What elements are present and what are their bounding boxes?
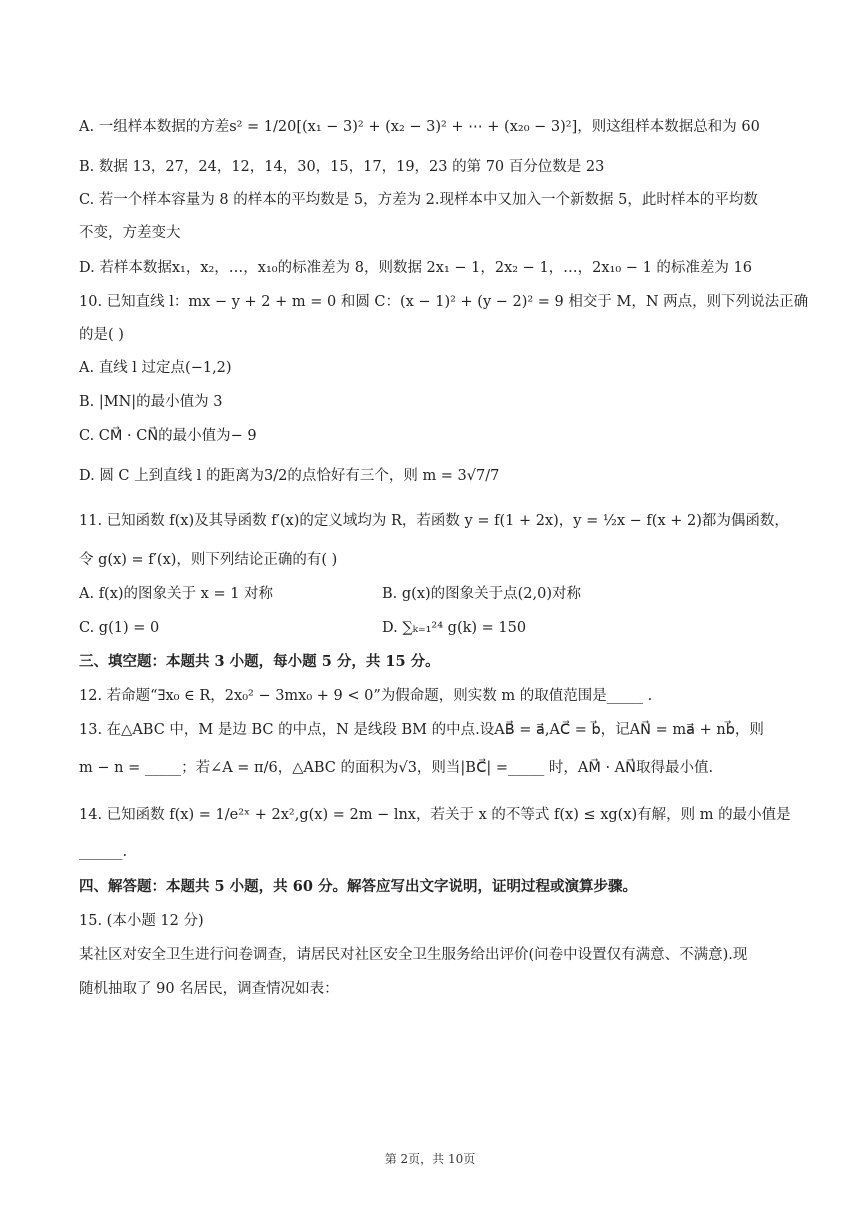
q14-line1: 14. 已知函数 f(x) = 1/e²ˣ + 2x²,g(x) = 2m − lnx，若关于 x 的不等式 f(x) ≤ xg(x)有解，则 m 的最小值是	[79, 807, 791, 823]
q11-option-c: C. g(1) = 0	[79, 620, 160, 636]
q11-stem-line1: 11. 已知函数 f(x)及其导函数 f′(x)的定义域均为 R，若函数 y = f(1 + 2x)，y = ½x − f(x + 2)都为偶函数，	[79, 513, 789, 529]
q15-stem-line1: 某社区对安全卫生进行问卷调查，请居民对社区安全卫生服务给出评价(问卷中设置仅有满意、不满意).现	[79, 947, 748, 963]
q15-heading: 15. (本小题 12 分)	[79, 913, 204, 929]
q9-option-b: B. 数据 13，27，24，12，14，30，15，17，19，23 的第 70 百分位数是 23	[79, 159, 605, 175]
section-4-heading: 四、解答题：本题共 5 小题，共 60 分。解答应写出文字说明，证明过程或演算步骤。	[79, 878, 637, 895]
q13-line1: 13. 在△ABC 中，M 是边 BC 的中点，N 是线段 BM 的中点.设AB⃗ = a⃗,AC⃗ = b⃗，记AN⃗ = ma⃗ + nb⃗，则	[79, 722, 764, 738]
q11-option-a: A. f(x)的图象关于 x = 1 对称	[79, 586, 274, 602]
q10-stem-line2: 的是( )	[79, 327, 124, 343]
q14-line2: ______.	[79, 844, 128, 860]
q11-stem-line2: 令 g(x) = f′(x)，则下列结论正确的有( )	[79, 552, 338, 568]
q9-option-c-line1: C. 若一个样本容量为 8 的样本的平均数是 5，方差为 2.现样本中又加入一个新数据 5，此时样本的平均数	[79, 192, 758, 208]
section-3-heading: 三、填空题：本题共 3 小题，每小题 5 分，共 15 分。	[79, 653, 440, 670]
q15-stem-line2: 随机抽取了 90 名居民，调查情况如表：	[79, 981, 339, 997]
page-footer: 第 2页，共 10页	[384, 1152, 476, 1166]
q11-option-b: B. g(x)的图象关于点(2,0)对称	[382, 586, 582, 602]
q12: 12. 若命题“∃x₀ ∈ R，2x₀² − 3mx₀ + 9 < 0”为假命题，则实数 m 的取值范围是_____ .	[79, 688, 653, 704]
q9-option-d: D. 若样本数据x₁，x₂，…，x₁₀的标准差为 8，则数据 2x₁ − 1，2x₂ − 1，…，2x₁₀ − 1 的标准差为 16	[79, 260, 752, 276]
q9-option-c-line2: 不变，方差变大	[79, 225, 181, 241]
q10-option-b: B. |MN|的最小值为 3	[79, 394, 223, 410]
q13-line2: m − n = _____；若∠A = π/6，△ABC 的面积为√3，则当|BC⃗| =_____ 时，AM⃗ · AN⃗取得最小值.	[79, 760, 714, 776]
q10-option-c: C. CM⃗ · CN⃗的最小值为− 9	[79, 428, 257, 444]
q9-option-a: A. 一组样本数据的方差s² = 1/20[(x₁ − 3)² + (x₂ − 3)² + ⋯ + (x₂₀ − 3)²]，则这组样本数据总和为 60	[79, 119, 760, 135]
q10-option-a: A. 直线 l 过定点(−1,2)	[79, 360, 232, 376]
q11-option-d: D. ∑ₖ₌₁²⁴ g(k) = 150	[382, 620, 527, 636]
q10-stem-line1: 10. 已知直线 l：mx − y + 2 + m = 0 和圆 C：(x − 1)² + (y − 2)² = 9 相交于 M，N 两点，则下列说法正确	[79, 294, 809, 310]
q10-option-d: D. 圆 C 上到直线 l 的距离为3/2的点恰好有三个，则 m = 3√7/7	[79, 468, 500, 484]
